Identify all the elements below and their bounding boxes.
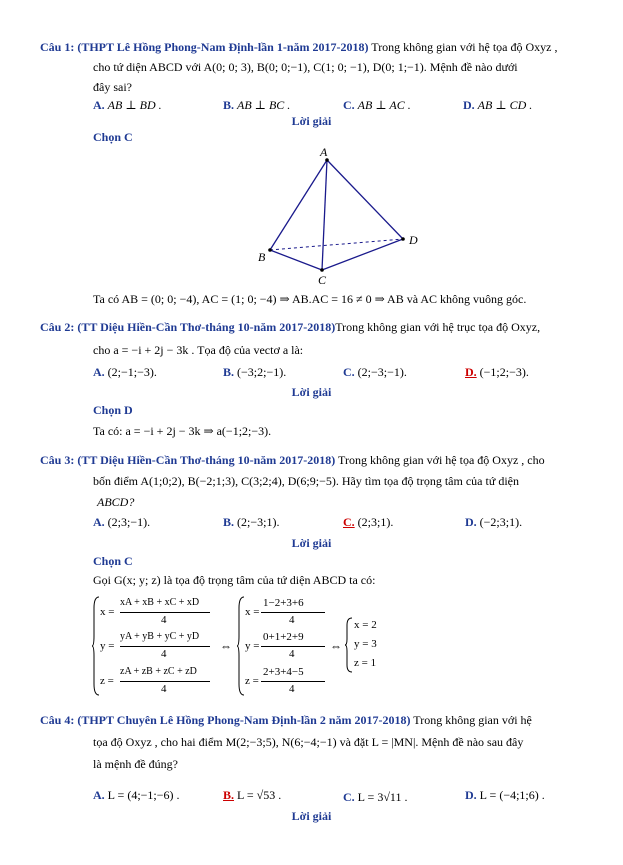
q1-line2: cho tứ diện ABCD với A(0; 0; 3), B(0; 0;−1), C(1; 0; −1), D(0; 1;−1). Mệnh đề nào dưới (93, 60, 518, 74)
q1-option-c[interactable] (343, 97, 411, 113)
edge-ab (270, 160, 327, 250)
sys2-x-den: 4 (289, 614, 295, 626)
edge-ad (327, 160, 403, 239)
q3-system2-brace (237, 596, 245, 696)
q2-option-d[interactable] (465, 364, 529, 380)
q4-line3: là mệnh đề đúng? (93, 757, 178, 771)
q4-option-a-letter: A. (93, 788, 105, 802)
q1-option-a-text: AB ⊥ BD . (107, 98, 162, 112)
q3-option-a[interactable] (93, 514, 150, 530)
q1-option-d-text: AB ⊥ CD . (477, 98, 533, 112)
vertex-label-a: A (320, 145, 328, 159)
q3-label: Câu 3: (40, 453, 75, 467)
sys1-y-lhs: y = (100, 640, 115, 652)
q4-option-d[interactable] (465, 787, 545, 803)
vertex-d (401, 237, 405, 241)
edge-bd-hidden (270, 239, 403, 250)
q3-equiv-1: ⇔ (220, 639, 232, 653)
q3-option-c[interactable] (343, 514, 393, 530)
q3-source: (TT Diệu Hiền-Cần Thơ-tháng 10-năm 2017-2018) (77, 453, 336, 467)
sys2-y-den: 4 (289, 648, 295, 660)
q2-option-c-text: (2;−3;−1). (357, 365, 407, 379)
q2-option-b-letter: B. (223, 365, 235, 379)
q4-label: Câu 4: (40, 713, 75, 727)
q3-header (40, 452, 545, 468)
q4-option-b-text: L = √53 . (237, 788, 282, 802)
q1-option-d-letter: D. (463, 98, 475, 112)
vertex-label-c: C (318, 273, 327, 287)
q4-option-c-letter: C. (343, 790, 355, 804)
q1-line3: đây sai? (93, 80, 132, 94)
q1-explanation: Ta có AB = (0; 0; −4), AC = (1; 0; −4) ⇒ AB.AC = 16 ≠ 0 ⇒ AB và AC không vuông góc. (93, 292, 527, 306)
sys1-y-num: yA + yB + yC + yD (120, 631, 200, 642)
q2-source: (TT Diệu Hiền-Cần Thơ-tháng 10-năm 2017-2018) (77, 320, 336, 334)
q2-header (40, 319, 540, 335)
q4-option-c-text: L = 3√11 . (357, 790, 408, 804)
q3-option-b-letter: B. (223, 515, 235, 529)
q2-option-d-text: (−1;2;−3). (479, 365, 529, 379)
q1-option-a[interactable] (93, 97, 162, 113)
q1-option-a-letter: A. (93, 98, 105, 112)
q4-header (40, 712, 532, 728)
q2-option-a-letter: A. (93, 365, 105, 379)
q2-option-b-text: (−3;2;−1). (237, 365, 287, 379)
q3-option-d-letter: D. (465, 515, 477, 529)
q4-line2: tọa độ Oxyz , cho hai điểm M(2;−3;5), N(6;−4;−1) và đặt L = |MN|. Mệnh đề nào sau đây (93, 735, 524, 749)
q4-line1: Trong không gian với hệ (413, 713, 532, 727)
q4-option-a-text: L = (4;−1;−6) . (107, 788, 180, 802)
q1-option-d[interactable] (463, 97, 532, 113)
q4-solution-heading: Lời giải (291, 809, 332, 823)
sys1-z-den: 4 (161, 683, 167, 695)
q3-system1-brace (92, 596, 100, 696)
sys2-y-lhs: y = (245, 640, 260, 652)
q1-source: (THPT Lê Hồng Phong-Nam Định-lần 1-năm 2017-2018) (77, 40, 369, 54)
q3-system3-brace (345, 617, 353, 673)
q3-option-a-letter: A. (93, 515, 105, 529)
q4-option-a[interactable] (93, 787, 180, 803)
q1-tetrahedron-figure (250, 140, 430, 290)
q1-line1: Trong không gian với hệ tọa độ Oxyz , (371, 40, 558, 54)
q2-option-a-text: (2;−1;−3). (107, 365, 157, 379)
q2-line2: cho a = −i + 2j − 3k . Tọa độ của vectơ a là: (93, 343, 304, 357)
q2-explanation: Ta có: a = −i + 2j − 3k ⇒ a(−1;2;−3). (93, 424, 272, 438)
sys3-z: z = 1 (354, 657, 377, 669)
q3-solution-heading: Lời giải (291, 536, 332, 550)
sys1-z-num: zA + zB + zC + zD (120, 666, 197, 677)
vertex-label-b: B (258, 250, 266, 264)
sys2-x-lhs: x = (245, 606, 260, 618)
q3-option-b-text: (2;−3;1). (237, 515, 280, 529)
q3-option-a-text: (2;3;−1). (107, 515, 151, 529)
q1-option-c-text: AB ⊥ AC . (357, 98, 411, 112)
sys2-x-num: 1−2+3+6 (263, 597, 304, 609)
sys1-x-den: 4 (161, 614, 167, 626)
sys2-z-lhs: z = (245, 675, 259, 687)
q3-choice: Chọn C (93, 554, 133, 568)
sys3-y: y = 3 (354, 638, 377, 650)
q4-option-b-letter: B. (223, 788, 235, 802)
sys2-y-num: 0+1+2+9 (263, 631, 304, 643)
q1-option-c-letter: C. (343, 98, 355, 112)
q2-option-d-letter: D. (465, 365, 477, 379)
q3-option-d-text: (−2;3;1). (479, 515, 523, 529)
q1-option-b-text: AB ⊥ BC . (237, 98, 291, 112)
sys1-z-lhs: z = (100, 675, 114, 687)
q2-choice: Chọn D (93, 403, 133, 417)
q4-source: (THPT Chuyên Lê Hồng Phong-Nam Định-lần 2 năm 2017-2018) (77, 713, 411, 727)
q4-option-d-letter: D. (465, 788, 477, 802)
sys3-x: x = 2 (354, 619, 377, 631)
edge-ac (322, 160, 327, 270)
q3-line1: Trong không gian với hệ tọa độ Oxyz , cho (338, 453, 545, 467)
q1-choice: Chọn C (93, 130, 133, 144)
vertex-b (268, 248, 272, 252)
q2-option-a[interactable] (93, 364, 157, 380)
q1-option-b[interactable] (223, 97, 290, 113)
q2-option-b[interactable] (223, 364, 286, 380)
q3-option-b[interactable] (223, 514, 279, 530)
sys1-y-den: 4 (161, 648, 167, 660)
q4-option-d-text: L = (−4;1;6) . (479, 788, 545, 802)
q1-header (40, 39, 558, 55)
sys1-x-lhs: x = (100, 606, 115, 618)
sys2-z-num: 2+3+4−5 (263, 666, 304, 678)
q4-option-b[interactable] (223, 787, 281, 803)
q1-solution-heading: Lời giải (291, 114, 332, 128)
edge-cd (322, 239, 403, 270)
q2-option-c-letter: C. (343, 365, 355, 379)
q3-equiv-2: ⇔ (330, 639, 342, 653)
q1-label: Câu 1: (40, 40, 75, 54)
q2-label: Câu 2: (40, 320, 75, 334)
q1-option-b-letter: B. (223, 98, 235, 112)
q2-option-c[interactable] (343, 364, 407, 380)
q2-solution-heading: Lời giải (291, 385, 332, 399)
q3-option-c-letter: C. (343, 515, 355, 529)
q3-line3: ABCD? (97, 495, 135, 509)
sys2-z-den: 4 (289, 683, 295, 695)
vertex-label-d: D (409, 233, 418, 247)
edge-bc (270, 250, 322, 270)
q2-line1: Trong không gian với hệ trục tọa độ Oxyz, (335, 320, 541, 334)
q3-option-d[interactable] (465, 514, 522, 530)
sys1-x-num: xA + xB + xC + xD (120, 597, 200, 608)
q3-option-c-text: (2;3;1). (357, 515, 394, 529)
q3-line2: bốn điểm A(1;0;2), B(−2;1;3), C(3;2;4), D(6;9;−5). Hãy tìm tọa độ trọng tâm của tứ diện (93, 474, 519, 488)
q4-option-c[interactable] (343, 789, 407, 805)
q3-explanation: Gọi G(x; y; z) là tọa độ trọng tâm của tứ diện ABCD ta có: (93, 573, 376, 587)
